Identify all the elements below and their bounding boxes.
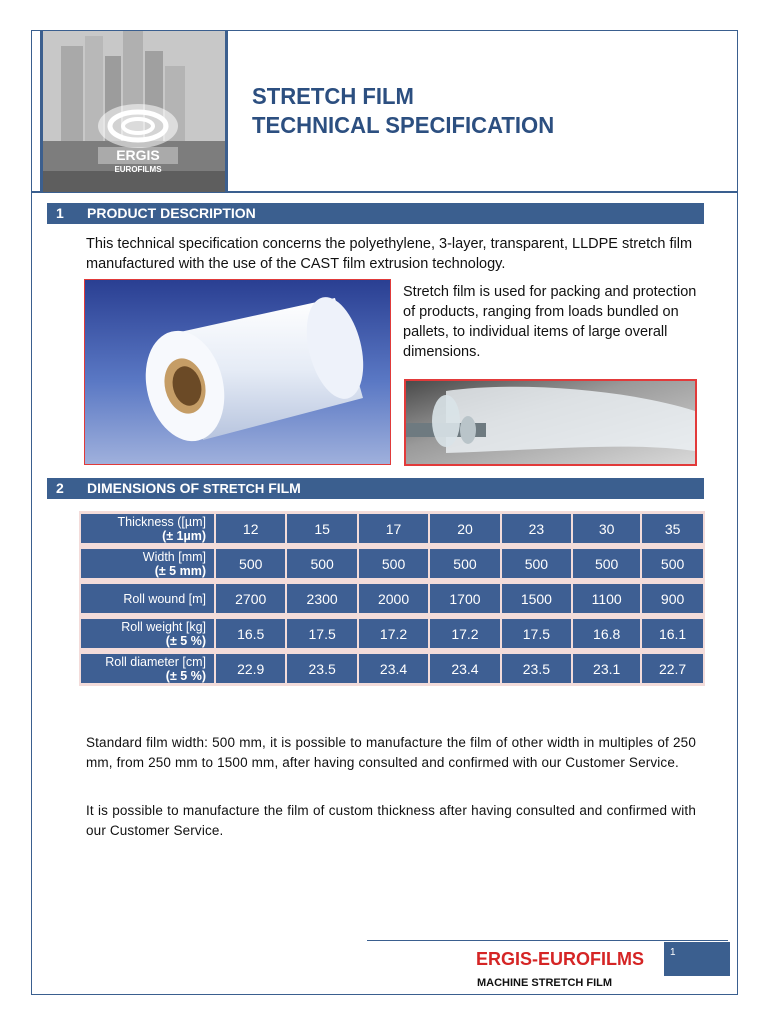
table-cell: 23	[502, 511, 571, 546]
table-cell: 500	[502, 546, 571, 581]
row-label-text: Roll diameter [cm]	[105, 654, 206, 669]
page-number: 1	[670, 947, 676, 958]
product-usage-text: Stretch film is used for packing and protection of products, ranging from loads bundled on pallets, to individual items of large overall dimensions.	[403, 284, 697, 360]
table-cell: 23.5	[502, 651, 571, 686]
row-label	[81, 651, 214, 686]
row-label	[81, 616, 214, 651]
thickness-note: It is possible to manufacture the film of custom thickness after having consulted and confirmed with our Customer Service.	[86, 803, 696, 838]
table-row	[81, 581, 703, 616]
page-number-box	[664, 942, 730, 976]
film-machine-photo	[404, 379, 697, 466]
table-cell: 20	[430, 511, 499, 546]
row-label-text: Roll wound [m]	[123, 591, 206, 606]
section-1-title: PRODUCT DESCRIPTION	[87, 205, 256, 221]
logo-text-main: ERGIS	[116, 147, 160, 163]
title-line-1: STRETCH FILM	[252, 83, 414, 109]
width-note: Standard film width: 500 mm, it is possible to manufacture the film of other width in multiples of 250 mm, from 250 mm to 1500 mm, after having consulted and confirmed with our Customer Service.	[86, 735, 696, 770]
table-cell: 23.5	[287, 651, 356, 686]
logo-text-sub: EUROFILMS	[114, 165, 162, 174]
document-title	[252, 82, 554, 140]
section-2-title-part2: STRETCH	[202, 481, 265, 496]
factory-photo	[43, 31, 225, 192]
table-cell: 17.5	[287, 616, 356, 651]
table-cell: 2000	[359, 581, 428, 616]
row-tolerance: (± 5 %)	[165, 668, 206, 683]
table-cell: 17.2	[430, 616, 499, 651]
table-cell: 16.5	[216, 616, 285, 651]
table-cell: 12	[216, 511, 285, 546]
table-cell: 15	[287, 511, 356, 546]
footer-brand: ERGIS-EUROFILMS	[476, 949, 645, 969]
table-row	[81, 511, 703, 546]
row-label	[81, 546, 214, 581]
row-label	[81, 511, 214, 546]
table-cell: 30	[573, 511, 640, 546]
footer-divider	[367, 940, 728, 941]
table-cell: 17.5	[502, 616, 571, 651]
row-label-text: Roll weight [kg]	[121, 619, 206, 634]
row-label-text: Thickness ([µm]	[117, 514, 206, 529]
section-2-title-part1: DIMENSIONS OF	[87, 480, 200, 496]
film-roll-photo	[84, 279, 391, 465]
row-tolerance: (± 5 mm)	[154, 563, 206, 578]
section-2-title-part3: FILM	[268, 480, 301, 496]
dimensions-table	[79, 511, 705, 686]
row-tolerance: (± 5 %)	[165, 633, 206, 648]
title-line-2: TECHNICAL SPECIFICATION	[252, 112, 555, 138]
table-cell: 16.1	[642, 616, 703, 651]
table-cell: 500	[573, 546, 640, 581]
table-cell: 22.7	[642, 651, 703, 686]
table-cell: 500	[216, 546, 285, 581]
logo-panel	[40, 31, 228, 192]
table-cell: 900	[642, 581, 703, 616]
row-label	[81, 581, 214, 616]
product-intro-text: This technical specification concerns the polyethylene, 3-layer, transparent, LLDPE stretch film manufactured with the use of the CAST film extrusion technology.	[86, 236, 693, 272]
table-cell: 1700	[430, 581, 499, 616]
table-cell: 35	[642, 511, 703, 546]
table-cell: 500	[287, 546, 356, 581]
section-1-number: 1	[56, 205, 64, 221]
table-cell: 500	[359, 546, 428, 581]
table-cell: 23.4	[359, 651, 428, 686]
table-cell: 500	[430, 546, 499, 581]
table-cell: 23.1	[573, 651, 640, 686]
table-cell: 16.8	[573, 616, 640, 651]
table-cell: 2700	[216, 581, 285, 616]
table-cell: 22.9	[216, 651, 285, 686]
section-2-title	[87, 478, 301, 499]
table-row	[81, 616, 703, 651]
table-cell: 17.2	[359, 616, 428, 651]
row-tolerance: (± 1µm)	[162, 528, 206, 543]
footer-subtitle: MACHINE STRETCH FILM	[477, 977, 613, 989]
table-cell: 17	[359, 511, 428, 546]
table-row	[81, 651, 703, 686]
section-2-header	[47, 478, 704, 499]
table-cell: 1500	[502, 581, 571, 616]
table-cell: 23.4	[430, 651, 499, 686]
section-2-number: 2	[56, 480, 64, 496]
table-row	[81, 546, 703, 581]
table-cell: 2300	[287, 581, 356, 616]
row-label-text: Width [mm]	[142, 549, 206, 564]
section-1-header	[47, 203, 704, 224]
table-cell: 1100	[573, 581, 640, 616]
table-cell: 500	[642, 546, 703, 581]
